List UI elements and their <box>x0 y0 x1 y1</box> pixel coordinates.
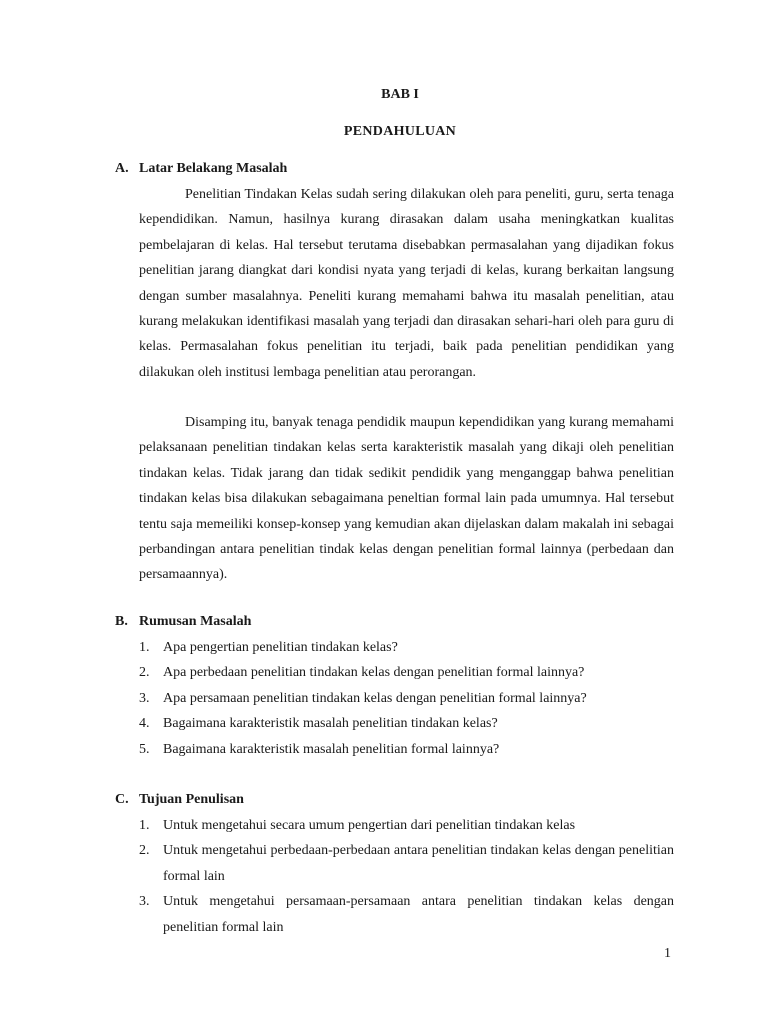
list-number: 1. <box>139 818 150 833</box>
list-item <box>139 813 674 838</box>
section-title: Rumusan Masalah <box>139 614 252 629</box>
list-text: Bagaimana karakteristik masalah penelitian tindakan kelas? <box>163 716 498 732</box>
section-heading-a <box>115 161 287 177</box>
list-number: 4. <box>139 716 150 732</box>
page-number: 1 <box>664 946 671 961</box>
list-text: Apa pengertian penelitian tindakan kelas? <box>163 640 398 655</box>
list-number: 2. <box>139 665 150 681</box>
list-item <box>139 635 674 660</box>
list-number: 2. <box>139 843 150 859</box>
list-item <box>139 686 674 711</box>
section-heading-b <box>115 614 251 630</box>
chapter-title: PENDAHULUAN <box>343 124 457 139</box>
list-item <box>139 838 674 889</box>
list-item <box>139 889 674 940</box>
chapter-label: BAB I <box>381 87 419 102</box>
section-title: Tujuan Penulisan <box>139 792 244 807</box>
list-number: 3. <box>139 894 150 910</box>
writing-objectives-list <box>139 813 674 940</box>
list-number: 1. <box>139 640 150 655</box>
section-letter: A. <box>115 161 129 176</box>
section-letter: C. <box>115 792 129 807</box>
list-text: Untuk mengetahui persamaan-persamaan antara penelitian tindakan kelas dengan penelitian formal lain <box>163 894 674 935</box>
list-item <box>139 660 674 685</box>
list-number: 3. <box>139 690 150 706</box>
paragraph: Disamping itu, banyak tenaga pendidik maupun kependidikan yang kurang memahami pelaksanaan penelitian tindakan kelas serta karakteristik masalah yang dikaji oleh penelitian tindakan kelas. Tidak jarang dan tidak sedikit pendidik yang menganggap bahwa penelitian tindakan kelas bisa dilakukan sebagaimana peneltian formal lain pada umumnya. Hal tersebut tentu saja memeiliki konsep-konsep yang kemudian akan dijelaskan dalam makalah ini sebagai perbandingan antara penelitian tindak kelas dengan penelitian formal lainnya (perbedaan dan persamaannya). <box>139 415 674 583</box>
section-letter: B. <box>115 614 128 629</box>
list-item <box>139 711 674 736</box>
list-text: Untuk mengetahui secara umum pengertian dari penelitian tindakan kelas <box>163 818 576 833</box>
list-text: Apa persamaan penelitian tindakan kelas dengan penelitian formal lainnya? <box>163 690 587 706</box>
paragraph: Penelitian Tindakan Kelas sudah sering dilakukan oleh para peneliti, guru, serta tenaga kependidikan. Namun, hasilnya kurang dirasakan dalam usaha meningkatkan kualitas pembelajaran di kelas. Hal tersebut terutama disebabkan permasalahan yang dijadikan fokus penelitian jarang diangkat dari kondisi nyata yang terjadi di kelas, kurang berkaitan langsung dengan sumber masalahnya. Peneliti kurang memahami bahwa itu masalah penelitian, atau kurang melakukan identifikasi masalah yang terjadi dan dirasakan sehari-hari oleh para guru di kelas. Permasalahan fokus penelitian itu terjadi, baik pada penelitian pendidikan yang dilakukan oleh institusi lembaga penelitian atau perorangan. <box>139 187 674 380</box>
research-questions-list <box>139 635 674 762</box>
list-text: Bagaimana karakteristik masalah penelitian formal lainnya? <box>163 741 500 757</box>
list-number: 5. <box>139 741 150 757</box>
list-text: Apa perbedaan penelitian tindakan kelas dengan penelitian formal lainnya? <box>163 665 585 681</box>
section-title: Latar Belakang Masalah <box>139 161 288 176</box>
list-text: Untuk mengetahui perbedaan-perbedaan antara penelitian tindakan kelas dengan penelitian formal lain <box>163 843 674 884</box>
list-item <box>139 737 674 762</box>
section-heading-c <box>115 792 244 808</box>
